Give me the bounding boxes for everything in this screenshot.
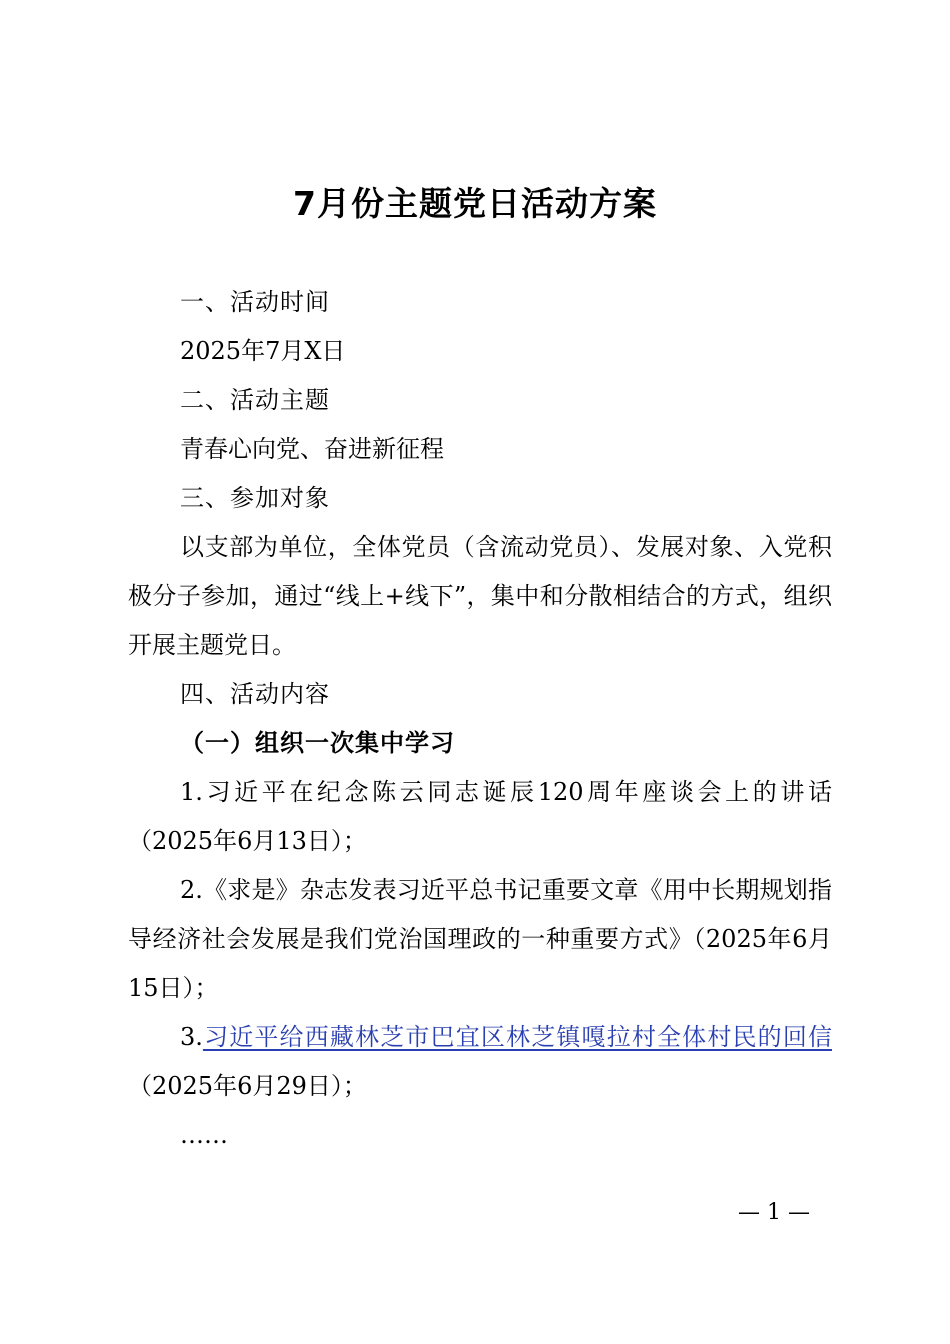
study-item-3-link[interactable]: 习近平给西藏林芝市巴宜区林芝镇嘎拉村全体村民的回信	[202, 1023, 832, 1051]
section-body-theme: 青春心向党、奋进新征程	[180, 435, 444, 463]
study-item-3-prefix: 3.	[180, 1023, 203, 1051]
study-item-2: 2.《求是》杂志发表习近平总书记重要文章《用中长期规划指导经济社会发展是我们党治国理政的一种重要方式》（2025年6月15日）；	[128, 876, 832, 1002]
section-heading-time: 一、活动时间	[180, 288, 330, 316]
page-number: — 1 —	[738, 1200, 810, 1225]
study-item-1: 1.习近平在纪念陈云同志诞辰120周年座谈会上的讲话（2025年6月13日）；	[128, 778, 832, 855]
section-body-time: 2025年7月X日	[180, 337, 346, 365]
document-body	[128, 278, 832, 1160]
study-item-3-suffix: （2025年6月29日）；	[128, 1072, 367, 1100]
ellipsis-text: ……	[180, 1121, 228, 1149]
document-title: 7月份主题党日活动方案	[293, 184, 657, 223]
section-heading-theme: 二、活动主题	[180, 386, 330, 414]
section-heading-content: 四、活动内容	[180, 680, 330, 708]
section-body-participants: 以支部为单位，全体党员（含流动党员）、发展对象、入党积极分子参加，通过“线上+线下”，集中和分散相结合的方式，组织开展主题党日。	[128, 533, 832, 659]
section-heading-participants: 三、参加对象	[180, 484, 330, 512]
subsection-heading-study: （一）组织一次集中学习	[180, 729, 455, 757]
study-item-3	[128, 1013, 832, 1111]
